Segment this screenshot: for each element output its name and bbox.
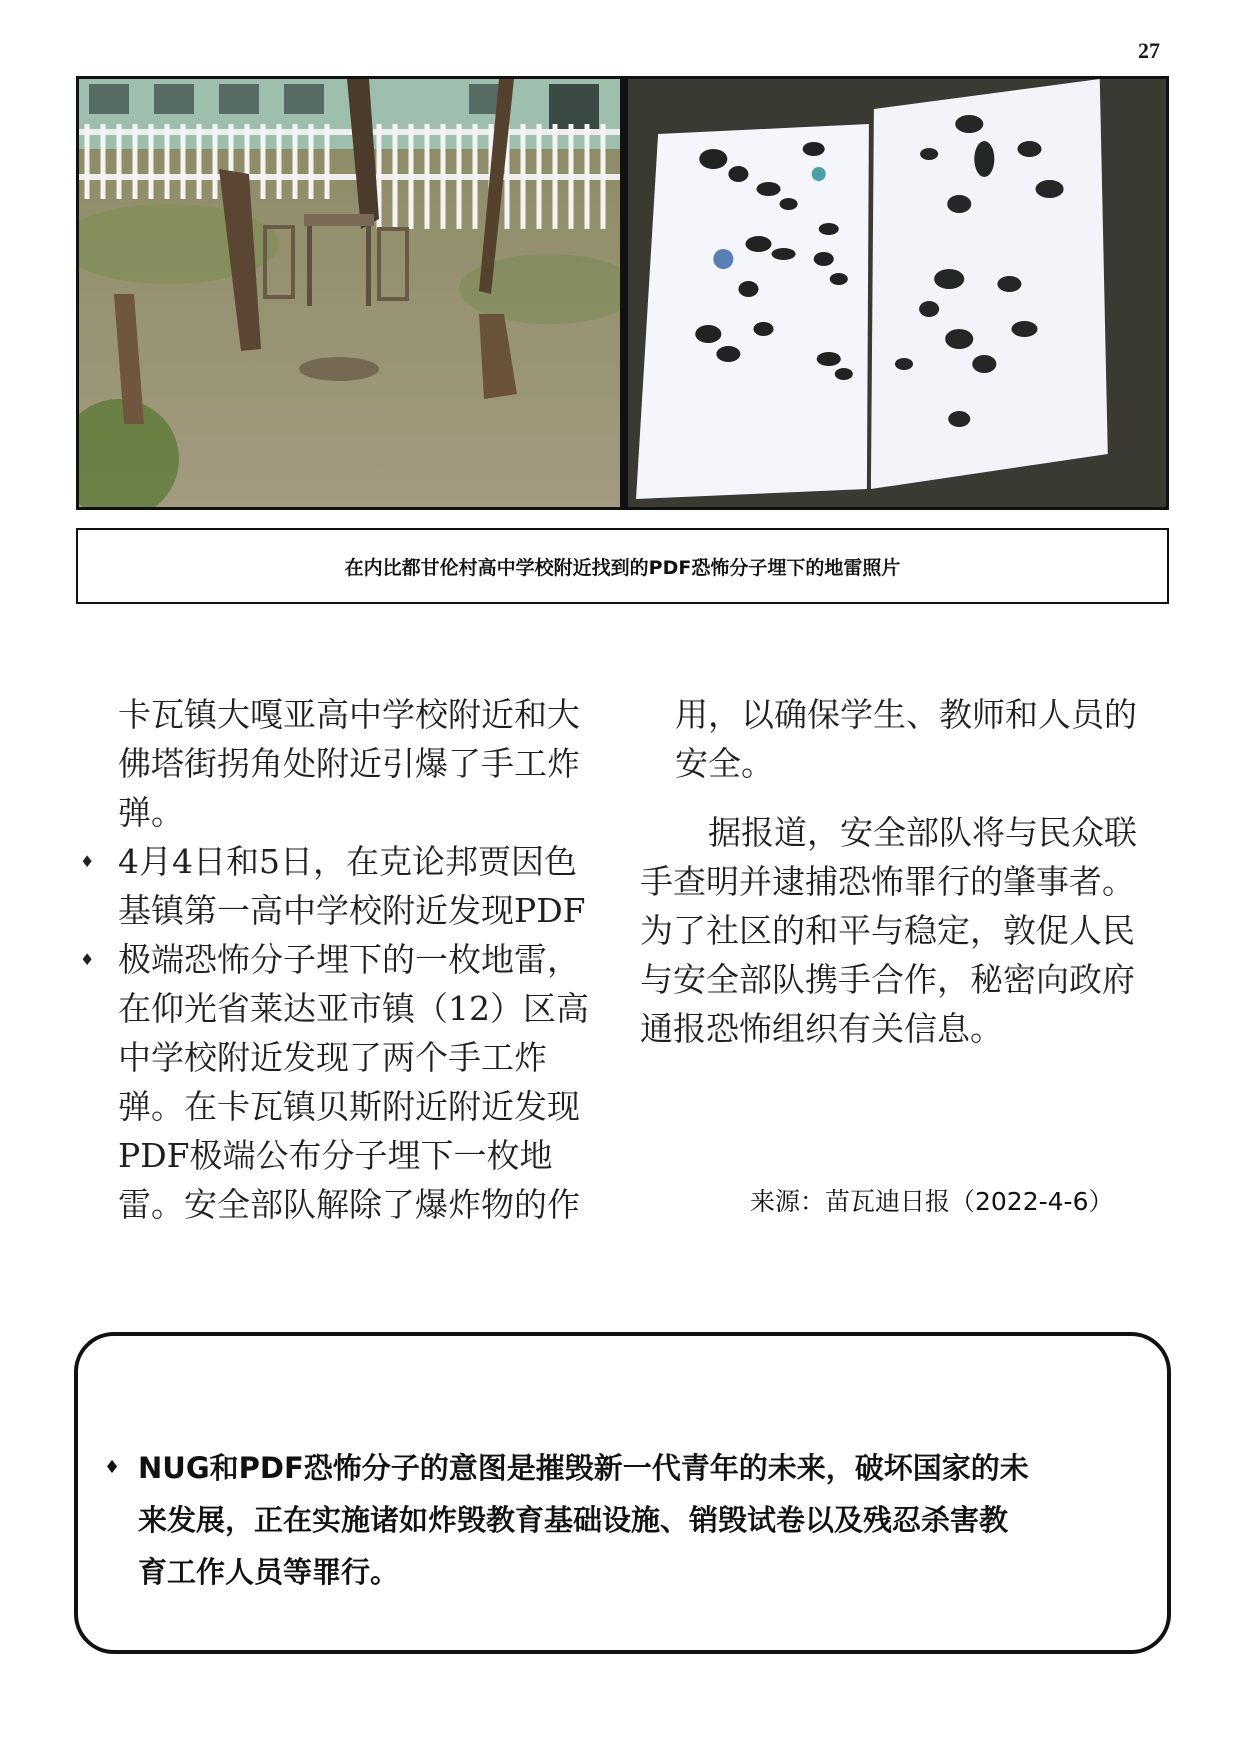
body-line: 据报道，安全部队将与民众联 xyxy=(708,813,1137,852)
page-number: 27 xyxy=(1138,38,1160,63)
body-line: 为了社区的和平与稳定，敦促人民 xyxy=(640,911,1135,950)
body-line: PDF极端公布分子埋下一枚地 xyxy=(118,1136,553,1175)
bullet-item xyxy=(80,935,608,984)
notice-line: 育工作人员等罪行。 xyxy=(138,1555,400,1589)
photo-panel xyxy=(76,76,1169,510)
body-line: 通报恐怖组织有关信息。 xyxy=(640,1009,1003,1048)
diamond-bullet-icon: ♦ xyxy=(104,1457,121,1478)
body-line: 用，以确保学生、教师和人员的 xyxy=(675,695,1137,734)
body-line: 弹。 xyxy=(118,793,184,832)
body-line: 雷。安全部队解除了爆炸物的作 xyxy=(118,1185,580,1224)
mine-fragments-photo xyxy=(628,79,1166,507)
body-line: 与安全部队携手合作，秘密向政府 xyxy=(640,960,1135,999)
body-line: 安全。 xyxy=(675,744,774,783)
diamond-bullet-icon: ♦ xyxy=(80,852,95,871)
body-line: 4月4日和5日，在克论邦贾因色 xyxy=(118,842,577,881)
notice-text xyxy=(104,1442,1138,1598)
body-line: 佛塔街拐角处附近引爆了手工炸 xyxy=(118,744,580,783)
notice-line: 来发展，正在实施诸如炸毁教育基础设施、销毁试卷以及残忍杀害教 xyxy=(138,1503,1009,1537)
right-column xyxy=(640,690,1167,1053)
body-line: 弹。在卡瓦镇贝斯附近附近发现 xyxy=(118,1087,580,1126)
source-citation: 来源：苗瓦迪日报（2022-4-6） xyxy=(750,1187,1114,1216)
bullet-item xyxy=(80,837,608,886)
diamond-bullet-icon: ♦ xyxy=(80,950,95,969)
body-line: 极端恐怖分子埋下的一枚地雷， xyxy=(118,940,580,979)
photo-caption-box xyxy=(76,528,1169,604)
body-line: 中学校附近发现了两个手工炸 xyxy=(118,1038,547,1077)
body-line: 在仰光省莱达亚市镇（12）区高 xyxy=(118,989,589,1028)
body-line: 基镇第一高中学校附近发现PDF xyxy=(118,891,586,930)
body-line: 卡瓦镇大嘎亚高中学校附近和大 xyxy=(118,695,580,734)
body-line: 手查明并逮捕恐怖罪行的肇事者。 xyxy=(640,862,1135,901)
notice-box xyxy=(74,1332,1171,1654)
photo-caption: 在内比都甘伦村高中学校附近找到的PDF恐怖分子埋下的地雷照片 xyxy=(344,556,901,579)
left-column xyxy=(80,690,608,1229)
notice-line: NUG和PDF恐怖分子的意图是摧毁新一代青年的未来，破坏国家的未 xyxy=(138,1451,1029,1485)
schoolyard-photo xyxy=(79,79,620,507)
